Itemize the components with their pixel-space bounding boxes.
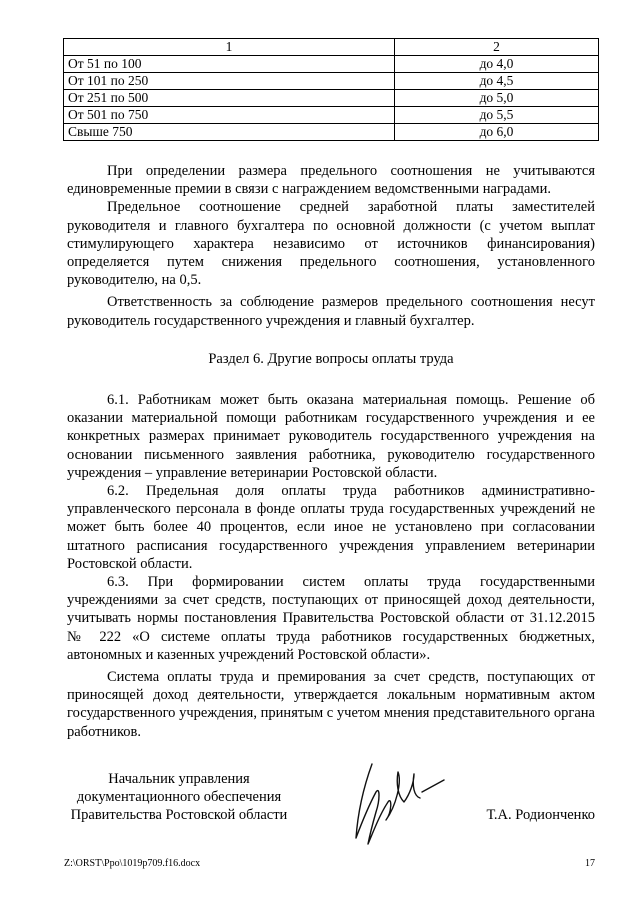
paragraph-6-3: 6.3. При формировании систем оплаты труда государственными учреждениями за счет средств, поступающих от приносящей доход деятельности, учитывать нормы постановления Правительства Ростовской области от 31.12.2015 № 222 «О системе оплаты труда работников государственных бюджетных, автономных и казенных учреждений Ростовской области». xyxy=(67,574,595,663)
table-cell-ratio: до 5,0 xyxy=(395,90,599,107)
table-cell-ratio: до 4,5 xyxy=(395,73,599,90)
signatory-position-line: документационного обеспечения xyxy=(76,789,282,805)
signatory-name: Т.А. Родионченко xyxy=(486,807,595,823)
table-cell-ratio: до 5,5 xyxy=(395,107,599,124)
table-row xyxy=(64,56,599,73)
signatory-position xyxy=(60,770,298,824)
table-row xyxy=(64,107,599,124)
paragraph-deputy-ratio: Предельное соотношение средней заработной платы заместителей руководителя и главного бухгалтера по основной должности (с учетом выплат стимулирующего характера независимо от источников финансирования) определяется путем снижения предельного соотношения, установленного руководителю, на 0,5. xyxy=(67,199,595,289)
footer-file-path: Z:\ORST\Ppo\1019p709.f16.docx xyxy=(64,858,201,869)
table-cell-range: От 251 по 500 xyxy=(64,90,395,107)
table-header-cell: 1 xyxy=(64,39,395,56)
paragraph-6-2: 6.2. Предельная доля оплаты труда работников административно-управленческого персонала в фонде оплаты труда государственных учреждений не может быть более 40 процентов, если иное не установлено при согласовании штатного расписания государственного учреждения управлением ветеринарии Ростовской области. xyxy=(67,483,595,572)
body-text xyxy=(67,162,595,741)
paragraph-responsibility: Ответственность за соблюдение размеров предельного соотношения несут руководитель государственного учреждения и главный бухгалтер. xyxy=(67,294,595,329)
table-cell-ratio: до 4,0 xyxy=(395,56,599,73)
ratio-table xyxy=(63,38,599,141)
table-cell-range: От 51 по 100 xyxy=(64,56,395,73)
table-header-cell: 2 xyxy=(395,39,599,56)
section-title: Раздел 6. Другие вопросы оплаты труда xyxy=(208,350,454,367)
page-number: 17 xyxy=(585,858,595,869)
table-cell-range: Свыше 750 xyxy=(64,124,395,141)
table-row xyxy=(64,90,599,107)
table-cell-range: От 501 по 750 xyxy=(64,107,395,124)
handwritten-signature xyxy=(340,752,450,852)
paragraph-6-1: 6.1. Работникам может быть оказана материальная помощь. Решение об оказании материальной помощи работникам государственного учреждения и ее конкретных размерах принимает руководитель государственного учреждения на основании письменного заявления работника, руководителю государственного учреждения – управление ветеринарии Ростовской области. xyxy=(67,392,595,481)
paragraph-one-time-bonuses: При определении размера предельного соотношения не учитываются единовременные премии в связи с награждением ведомственными наградами. xyxy=(67,163,595,198)
signatory-position-line: Начальник управления xyxy=(108,771,250,787)
table-row xyxy=(64,124,599,141)
signatory-position-line: Правительства Ростовской области xyxy=(70,807,288,823)
table-cell-range: От 101 по 250 xyxy=(64,73,395,90)
table-header-row xyxy=(64,39,599,56)
paragraph-pay-system: Система оплаты труда и премирования за счет средств, поступающих от приносящей доход деятельности, утверждается локальным нормативным актом государственного учреждения, принятым с учетом мнения представительного органа работников. xyxy=(67,669,595,740)
table-cell-ratio: до 6,0 xyxy=(395,124,599,141)
table-row xyxy=(64,73,599,90)
